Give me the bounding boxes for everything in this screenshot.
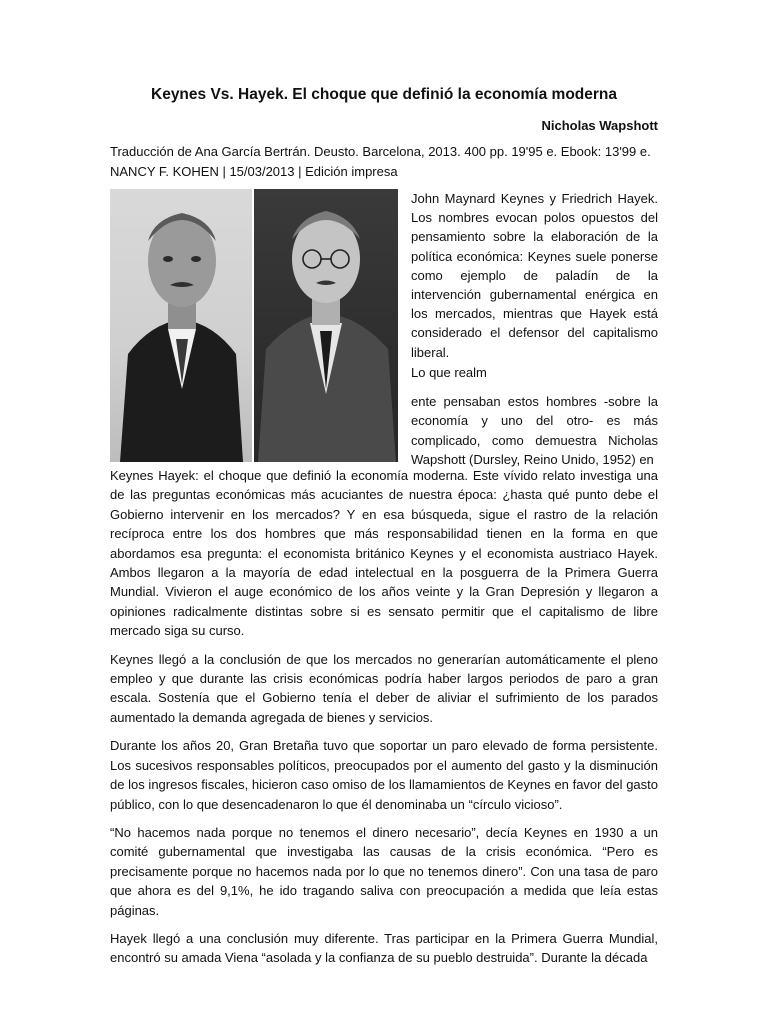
intro-column	[411, 189, 658, 469]
body-paragraph-4: “No hacemos nada porque no tenemos el dinero necesario”, decía Keynes en 1930 a un comité gubernamental que investigaba las causas de la crisis económica. “Pero es precisamente porque no hacemos nada por lo que no tenemos dinero”. Con una tasa de paro que ahora es del 9,1%, he ido tragando saliva con preocupación a medida que leía estas páginas.	[110, 824, 658, 918]
body-paragraph-3: Durante los años 20, Gran Bretaña tuvo que soportar un paro elevado de forma persistente. Los sucesivos responsables políticos, preocupados por el aumento del gasto y la disminución de los ingresos fiscales, hicieron caso omiso de los llamamientos de Keynes en favor del gasto público, con lo que desencadenaron lo que él denominaba un “círculo vicioso”.	[110, 738, 658, 812]
article-author: Nicholas Wapshott	[541, 118, 658, 133]
body-paragraph-2: Keynes llegó a la conclusión de que los mercados no generarían automáticamente el pleno empleo y que durante las crisis económicas podría haber largos periodos de paro a gran escala. Sostenía que el Gobierno tenía el deber de aliviar el sufrimiento de los parados aumentado la demanda agregada de bienes y servicios.	[110, 651, 658, 725]
keynes-portrait	[110, 189, 252, 462]
article-title: Keynes Vs. Hayek. El choque que definió la economía moderna	[151, 86, 617, 103]
byline-info: NANCY F. KOHEN | 15/03/2013 | Edición impresa	[110, 164, 398, 179]
article-meta	[110, 142, 658, 182]
intro-fragment: Lo que realm	[411, 365, 487, 380]
body-paragraph-1: Keynes Hayek: el choque que definió la economía moderna. Este vívido relato investiga una de las preguntas económicas más acuciantes de nuestra época: ¿hasta qué punto debe el Gobierno intervenir en los mercados? Y en esa búsqueda, sigue el rastro de la relación recíproca entre los dos hombres que más responsabilidad tienen en la forma en que abordamos esa pregunta: el economista británico Keynes y el economista austriaco Hayek. Ambos llegaron a la mayoría de edad intelectual en la posguerra de la Primera Guerra Mundial. Vivieron el auge económico de los años veinte y la Gran Depresión y llegaron a opiniones radicalmente distintas sobre si es sensato permitir que el capitalismo de libre mercado siga su curso.	[110, 468, 658, 639]
intro-paragraph: John Maynard Keynes y Friedrich Hayek. Los nombres evocan polos opuestos del pensamiento sobre la elaboración de la política económica: Keynes suele ponerse como ejemplo de paladín de la intervención gubernamental enérgica en los mercados, mientras que Hayek está considerado el defensor del capitalismo liberal.	[411, 191, 658, 360]
article-body	[110, 466, 658, 977]
body-paragraph-5: Hayek llegó a una conclusión muy diferente. Tras participar en la Primera Guerra Mundial, encontró su amada Viena “asolada y la confianza de su pueblo destruida”. Durante la década	[110, 930, 658, 966]
intro-continuation: ente pensaban estos hombres -sobre la economía y uno del otro- es más complicado, como demuestra Nicholas Wapshott (Dursley, Reino Unido, 1952) en	[411, 394, 658, 467]
portrait-photos	[110, 189, 398, 462]
hayek-portrait	[254, 189, 398, 462]
publication-info: Traducción de Ana García Bertrán. Deusto. Barcelona, 2013. 400 pp. 19'95 e. Ebook: 13'99 e.	[110, 144, 651, 159]
